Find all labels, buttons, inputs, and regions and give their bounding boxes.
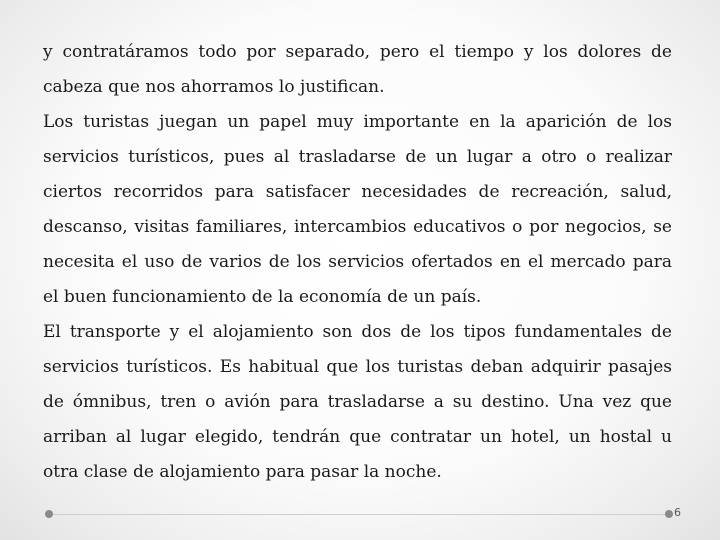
- paragraph-3: El transporte y el alojamiento son dos de los tipos fundamentales de servicios turísticos. Es habitual que los turistas deban adquirir pasajes de ómnibus, tren o avión para trasladarse a su destino. Una vez que arriban al lugar elegido, tendrán que contratar un hotel, un hostal u otra clase de alojamiento para pasar la noche.: [43, 322, 672, 482]
- footer-right-dot-icon: [665, 510, 673, 518]
- page-number: 6: [674, 506, 681, 519]
- document-body: [43, 35, 672, 490]
- footer-divider: [48, 514, 668, 515]
- footer-left-dot-icon: [45, 510, 53, 518]
- paragraph-2: Los turistas juegan un papel muy importante en la aparición de los servicios turísticos, pues al trasladarse de un lugar a otro o realizar ciertos recorridos para satisfacer necesidades de recreación, salud, descanso, visitas familiares, intercambios educativos o por negocios, se necesita el uso de varios de los servicios ofertados en el mercado para el buen funcionamiento de la economía de un país.: [43, 112, 672, 307]
- paragraph-1: y contratáramos todo por separado, pero el tiempo y los dolores de cabeza que nos ahorramos lo justifican.: [43, 42, 672, 97]
